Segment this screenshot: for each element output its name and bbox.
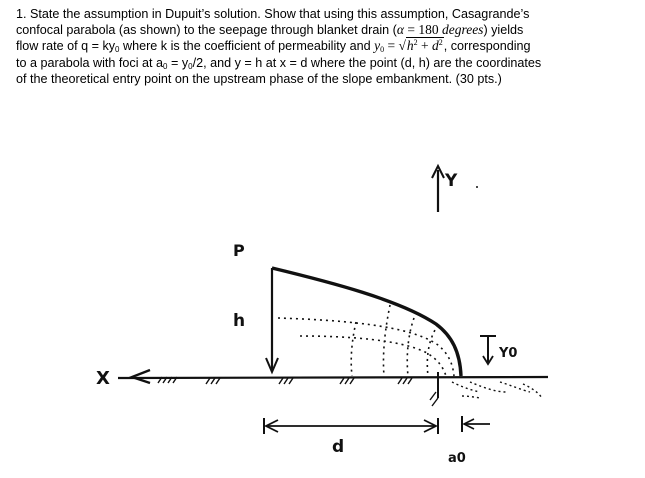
question-line-3-text-a: flow rate of q = ky xyxy=(16,39,116,54)
h-symbol: h xyxy=(406,38,414,54)
question-line-1-text: State the assumption in Dupuit’s solution. Show that using this assumption, Casagrande’s xyxy=(30,7,530,21)
subscript-zero: 0 xyxy=(188,61,193,71)
alpha-symbol: α xyxy=(396,22,404,38)
ground-line xyxy=(118,370,548,384)
question-number: 1. xyxy=(16,7,27,21)
plus-sign: + xyxy=(417,38,432,54)
question-line-3-text-c: , corresponding xyxy=(443,39,531,54)
d-label: d xyxy=(332,437,345,457)
alpha-value: 180 xyxy=(418,22,439,38)
equals-sign: = xyxy=(403,22,419,38)
question-line-5-text: of the theoretical entry point on the upstream phase of the slope embankment. (30 pts.) xyxy=(16,71,502,86)
question-line-2-text-b: ) yields xyxy=(483,23,524,38)
upstream-slope-curve xyxy=(272,268,461,376)
subscript-zero: 0 xyxy=(163,61,168,71)
y0-dimension xyxy=(480,336,496,364)
a0-label: a0 xyxy=(448,451,466,466)
question-line-4-text-a: to a parabola with foci at a xyxy=(16,55,164,70)
alpha-unit: degrees xyxy=(441,22,484,38)
subscript-zero: 0 xyxy=(115,45,120,55)
flow-lines xyxy=(278,305,454,376)
a0-dimension xyxy=(462,416,490,432)
y-symbol: y xyxy=(374,38,381,54)
x-axis-label: X xyxy=(96,368,110,389)
h-label: h xyxy=(233,311,246,331)
equals-sign: = xyxy=(384,38,399,54)
point-p-label: P xyxy=(233,241,245,260)
d-symbol: d xyxy=(432,38,439,54)
question-line-4-text-b: = y xyxy=(167,55,189,70)
superscript-two: 2 xyxy=(438,38,443,48)
y-axis-label: Y xyxy=(445,171,458,191)
superscript-two: 2 xyxy=(413,38,418,48)
question-line-2-text-a: confocal parabola (as shown) to the seepage through blanket drain ( xyxy=(16,23,397,38)
question-line-3-text-b: where k is the coefficient of permeability and xyxy=(119,39,375,54)
question-line-4-text-c: /2, and y = h at x = d where the point (d, h) are the coordinates xyxy=(192,55,542,70)
y0-label: Y0 xyxy=(499,346,518,361)
d-dimension xyxy=(264,418,438,434)
y0-equation: $y_0 = √h^2 + d^2$ xyxy=(374,38,443,55)
subscript-zero: 0 xyxy=(380,45,385,55)
